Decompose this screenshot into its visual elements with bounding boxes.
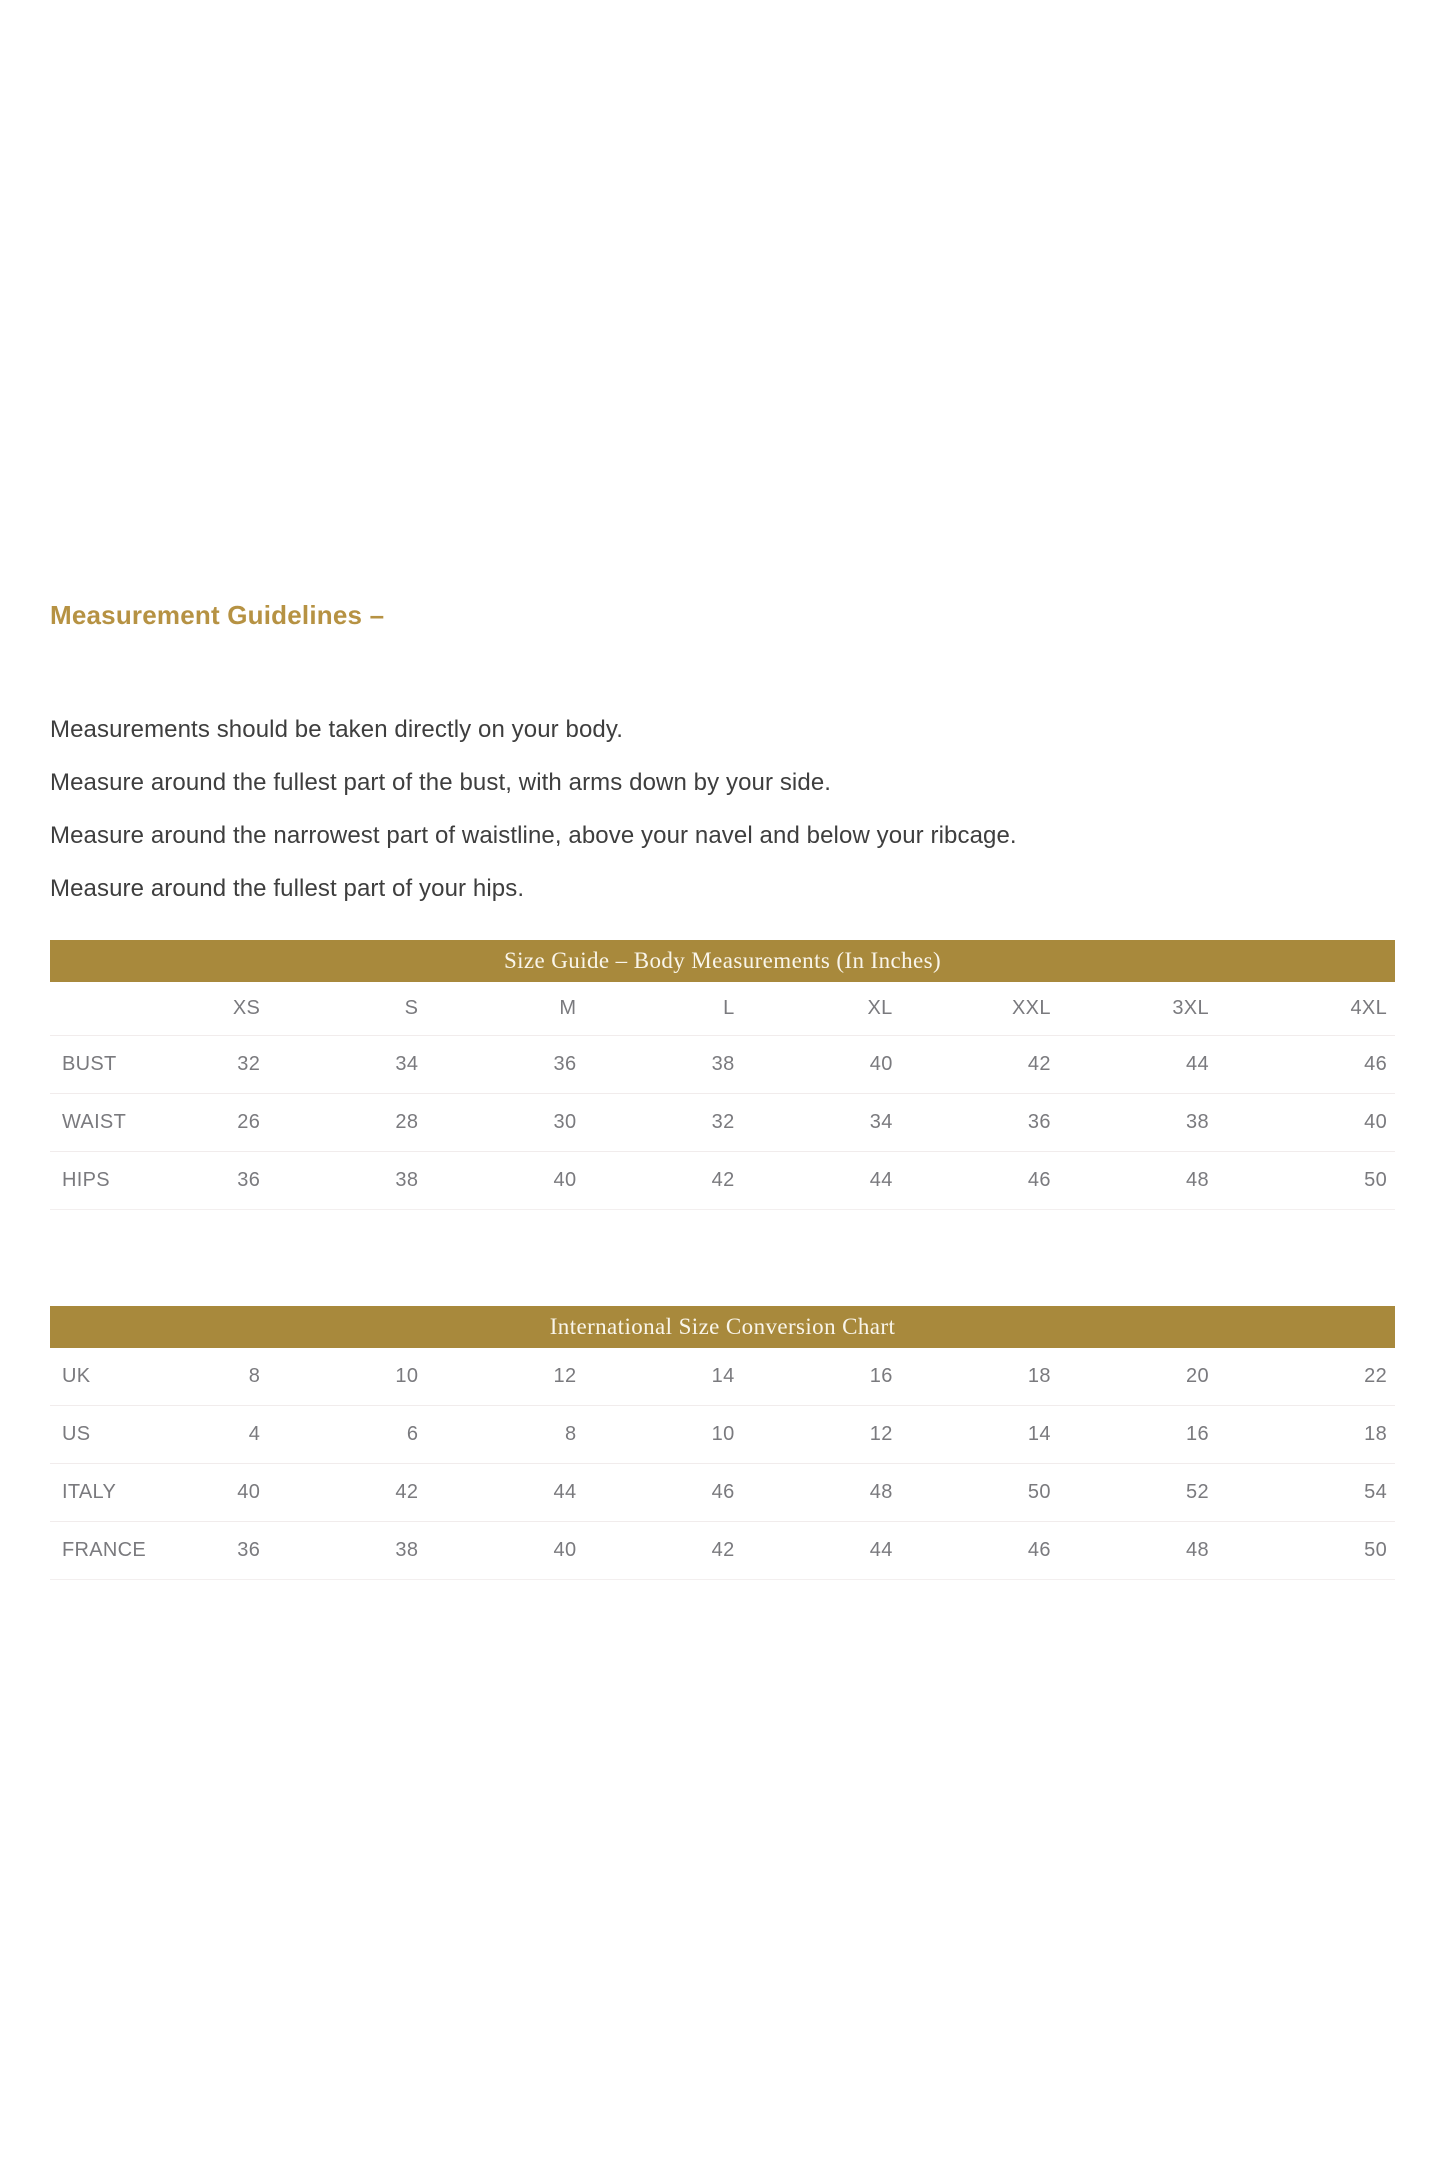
table-cell: 46 [921,1522,1079,1580]
table-cell: 32 [130,1035,288,1093]
table-cell: 4 [130,1406,288,1464]
table-row-us [50,1406,1395,1464]
row-label: BUST [50,1035,130,1093]
guideline-line: Measure around the narrowest part of waistline, above your navel and below your ribcage. [50,822,1017,850]
table-row-france [50,1522,1395,1580]
table-cell: 44 [763,1522,921,1580]
row-label: FRANCE [50,1522,130,1580]
table-row-bust [50,1035,1395,1093]
table-cell: 16 [1079,1406,1237,1464]
row-label: ITALY [50,1464,130,1522]
table-cell: 42 [604,1151,762,1209]
table-cell: 8 [446,1406,604,1464]
column-header: M [559,996,577,1019]
table-cell: 36 [130,1151,288,1209]
table-cell: 28 [288,1093,446,1151]
guideline-line: Measure around the fullest part of your hips. [50,875,525,903]
table-cell: 38 [288,1522,446,1580]
table-cell: 40 [446,1522,604,1580]
conversion-title: International Size Conversion Chart [549,1313,896,1339]
table-cell: 30 [446,1093,604,1151]
size-guide-table-block [50,940,1395,1210]
table-cell: 40 [1237,1093,1395,1151]
table-row-waist [50,1093,1395,1151]
table-cell: 32 [604,1093,762,1151]
column-header: 4XL [1350,996,1387,1019]
size-guide-title-bar [50,940,1395,982]
guideline-line: Measure around the fullest part of the bust, with arms down by your side. [50,769,832,797]
table-cell: 18 [1237,1406,1395,1464]
table-cell: 16 [869,1364,893,1387]
size-guide-table [50,982,1395,1210]
table-cell: 48 [1079,1151,1237,1209]
table-cell: 50 [1237,1151,1395,1209]
table-cell: 42 [288,1464,446,1522]
table-cell: 10 [604,1406,762,1464]
table-cell: 10 [395,1364,419,1387]
conversion-table [50,1348,1395,1581]
table-cell: 18 [1027,1364,1051,1387]
conversion-table-block [50,1306,1395,1581]
guideline-line: Measurements should be taken directly on your body. [50,716,623,744]
table-cell: 38 [1079,1093,1237,1151]
table-cell: 12 [763,1406,921,1464]
column-header: XS [232,996,261,1019]
table-cell: 36 [446,1035,604,1093]
table-cell: 40 [446,1151,604,1209]
table-cell: 38 [604,1035,762,1093]
table-cell: 50 [921,1464,1079,1522]
table-cell: 46 [921,1151,1079,1209]
table-cell: 8 [248,1364,261,1387]
table-cell: 46 [604,1464,762,1522]
table-cell: 42 [604,1522,762,1580]
size-guide-section [50,0,1395,1580]
table-cell: 36 [921,1093,1079,1151]
table-row-italy [50,1464,1395,1522]
table-cell: 44 [763,1151,921,1209]
table-cell: 54 [1237,1464,1395,1522]
row-label: HIPS [50,1151,130,1209]
page-title: Measurement Guidelines – [50,600,385,630]
table-cell: 52 [1079,1464,1237,1522]
column-header: 3XL [1172,996,1209,1019]
size-guide-header-row [50,982,1395,1035]
column-header: L [723,996,735,1019]
table-cell: 42 [921,1035,1079,1093]
size-guide-title: Size Guide – Body Measurements (In Inches) [503,948,942,974]
table-cell: 14 [921,1406,1079,1464]
table-cell: 48 [1079,1522,1237,1580]
table-cell: 44 [1079,1035,1237,1093]
table-cell: 20 [1186,1364,1209,1387]
table-cell: 50 [1237,1522,1395,1580]
table-cell: 14 [711,1364,735,1387]
table-row-uk [50,1348,1395,1406]
column-header: XXL [1012,996,1051,1019]
table-cell: 44 [446,1464,604,1522]
table-cell: 40 [763,1035,921,1093]
table-cell: 36 [130,1522,288,1580]
column-header: S [404,996,419,1019]
row-label: US [50,1406,130,1464]
table-cell: 6 [288,1406,446,1464]
table-row-hips [50,1151,1395,1209]
table-cell: 26 [130,1093,288,1151]
table-cell: 48 [763,1464,921,1522]
measurement-guidelines [50,703,1395,915]
table-cell: 22 [1364,1364,1387,1387]
table-cell: 46 [1237,1035,1395,1093]
conversion-title-bar [50,1306,1395,1348]
row-label: UK [62,1364,91,1387]
row-label: WAIST [50,1093,130,1151]
table-cell: 34 [763,1093,921,1151]
table-cell: 38 [288,1151,446,1209]
table-cell: 34 [288,1035,446,1093]
table-cell: 12 [553,1364,577,1387]
table-cell: 40 [130,1464,288,1522]
column-header: XL [867,996,893,1019]
corner-cell [50,982,130,1035]
